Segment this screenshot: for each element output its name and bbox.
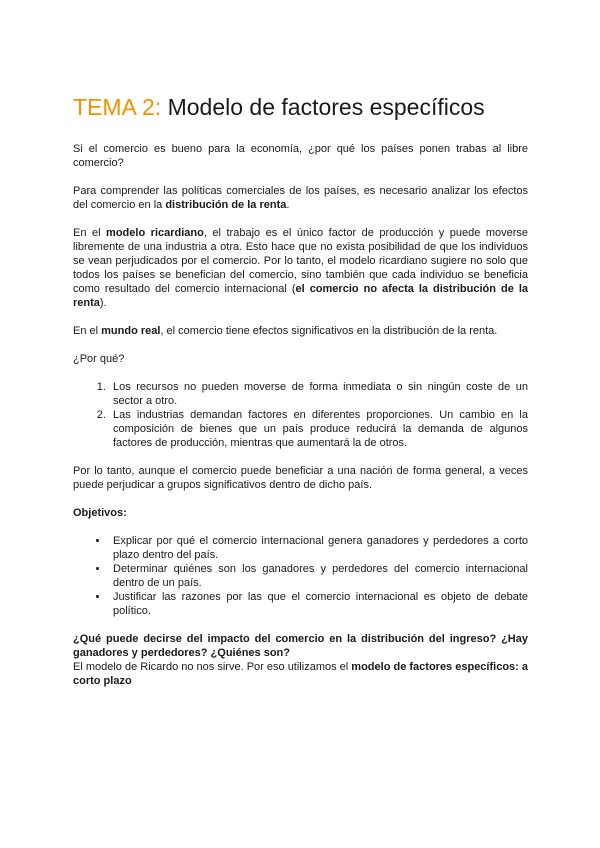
paragraph-real-world bbox=[73, 324, 528, 338]
list-item: 1. Los recursos no pueden moverse de forma inmediata o sin ningún coste de un sector a otro. bbox=[109, 380, 528, 408]
final-paragraph bbox=[73, 660, 528, 688]
document-page bbox=[73, 92, 528, 702]
intro-paragraph: Si el comercio es bueno para la economía, ¿por qué los países ponen trabas al libre comercio? bbox=[73, 143, 528, 169]
p2-text: Para comprender las políticas comerciales de los países, es necesario analizar los efectos del comercio en la bbox=[73, 185, 528, 211]
final-bold: modelo de factores específicos: a corto plazo bbox=[73, 661, 529, 687]
list-item: • Justificar las razones por las que el comercio internacional es objeto de debate político. bbox=[109, 590, 528, 618]
reasons-list bbox=[73, 380, 528, 450]
list-item: 2. Las industrias demandan factores en diferentes proporciones. Un cambio en la composición de bienes que un país produce reducirá la demanda de algunos factores de producción, mientras que aumentará la de otros. bbox=[109, 408, 528, 450]
list-item: • Explicar por qué el comercio internacional genera ganadores y perdedores a corto plazo dentro del país. bbox=[109, 534, 528, 562]
paragraph-distribution bbox=[73, 184, 528, 212]
title-text: Modelo de factores específicos bbox=[167, 94, 485, 120]
title-prefix: TEMA 2: bbox=[73, 94, 162, 120]
p3-bold-conclusion: el comercio no afecta la distribución de la renta bbox=[73, 283, 528, 309]
paragraph-ricardian bbox=[73, 226, 528, 310]
final-a: El modelo de Ricardo no nos sirve. Por eso utilizamos el bbox=[73, 661, 352, 673]
p4-c: , el comercio tiene efectos significativos en la distribución de la renta. bbox=[160, 325, 498, 337]
objectives-list bbox=[73, 534, 528, 618]
p2-bold: distribución de la renta bbox=[165, 199, 287, 211]
question-text: ¿Qué puede decirse del impacto del comercio en la distribución del ingreso? ¿Hay ganadores y perdedores? ¿Quiénes son? bbox=[73, 633, 528, 659]
page-title bbox=[73, 92, 528, 122]
list-item: • Determinar quiénes son los ganadores y perdedores del comercio internacional dentro de un país. bbox=[109, 562, 528, 590]
objectives-heading bbox=[73, 506, 528, 520]
p4-bold: mundo real bbox=[101, 325, 161, 337]
why-heading: ¿Por qué? bbox=[73, 353, 125, 365]
p3-c: , el trabajo es el único factor de producción y puede moverse libremente de una industria a otra. Esto hace que no exista posibilidad de que los individuos se vean perjudicados por el comercio. Por lo tanto, el modelo ricardiano sugiere no solo que todos los países se benefician del comercio, sino también que cada individuo se beneficia como resultado del comercio internacional ( bbox=[73, 227, 529, 295]
conclusion-paragraph: Por lo tanto, aunque el comercio puede beneficiar a una nación de forma general, a veces puede perjudicar a grupos significativos dentro de dicho país. bbox=[73, 465, 528, 491]
p2-end: . bbox=[286, 199, 290, 211]
p3-d: ). bbox=[99, 297, 107, 309]
p3-a: En el bbox=[73, 227, 107, 239]
question-paragraph bbox=[73, 632, 528, 660]
p3-bold-model: modelo ricardiano bbox=[106, 227, 204, 239]
objectives-heading-text: Objetivos: bbox=[73, 507, 127, 519]
p4-a: En el bbox=[73, 325, 102, 337]
